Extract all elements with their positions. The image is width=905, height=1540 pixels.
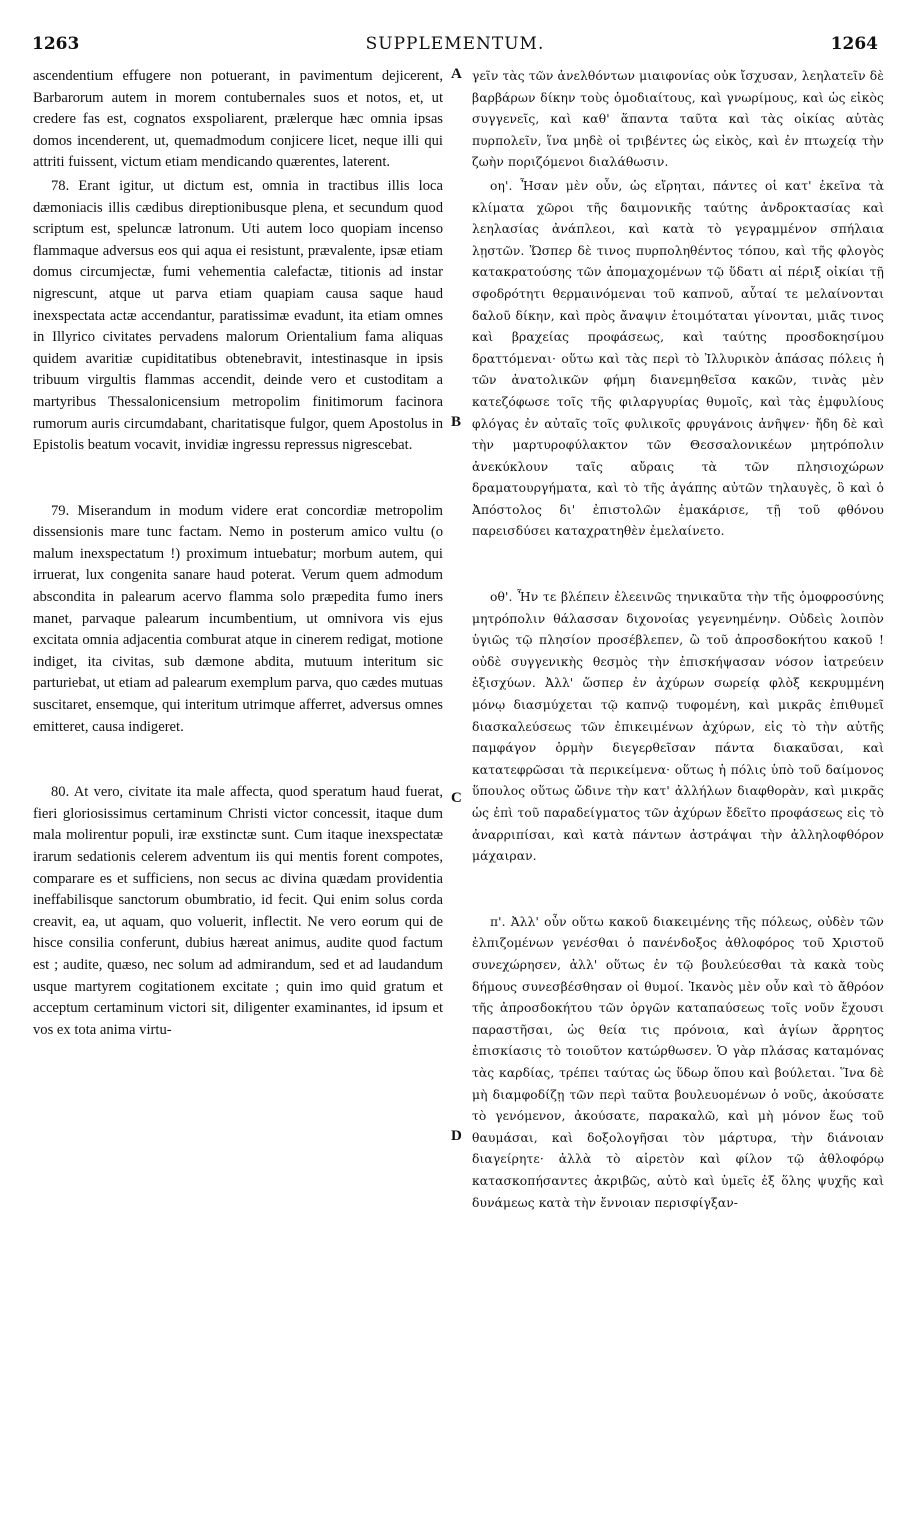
section-marker-d: D <box>451 1128 462 1144</box>
latin-paragraph-continuation: ascendentium effugere non potuerant, in pavimentum dejicerent, Barbarorum autem in morem contubernales suos et notos, et, ut credere fas est, cognatos exspoliarent, prælerque hæc omnia ipsas domos incenderent, ut, quemadmodum conjicere licet, neque illi qui attriti fuissent, victum etiam mendicando quærentes, laterent. <box>33 68 443 171</box>
greek-paragraph-80: π'. Ἀλλ' οὖν οὕτω κακοῦ διακειμένης τῆς πόλεως, οὐδὲν τῶν ἐλπιζομένων γενέσθαι ὁ πανένδοξος ἀθλοφόρος τοῦ Χριστοῦ συνεχώρησεν, ἀλλ' οὕτως ἐν τῷ βουλεύεσθαι τὰ κακὰ τοὺς δήμους συνεσβέσθησαν οἱ θυμοί. Ἱκανὸς μὲν οὖν καὶ τὸ ἄθρόον τῆς ἀπροσδοκήτου τῶν ὀργῶν καταπαύσεως τοῖς νοῦν ἔχουσι παραστῆσαι, ὡς θεία τις πρόνοια, καὶ ἁγίων ἄρρητος ἐπισκίασις τὸ τοιοῦτον κατώρθωσεν. Ὁ γὰρ πλάσας καταμόνας τὰς καρδίας, τρέπει ταύτας ὡς ὕδωρ ὅπου καὶ βούλεται. Ἵνα δὲ μὴ διαμφοδίζῃ τῶν περὶ ταῦτα βουλευομένων ὁ νοῦς, ἀκούσατε τὸ γενόμενον, ἀκούσατε, παρακαλῶ, καὶ μὴ μόνον ἕως τοῦ θαυμάσαι, καὶ δοξολογῆσαι τὸν μάρτυρα, τὴν διάνοιαν διαγείρητε· ἀλλὰ τὸ αἱρετὸν καὶ φίλον τῷ ἀθλοφόρῳ κατασκοπήσαντες ἀκριβῶς, αὐτὸ καὶ ὑμεῖς ἐξ ὅλης ψυχῆς καὶ δυνάμεως κατὰ τὴν ἔννοιαν περισφίγξαν- <box>472 914 884 1210</box>
greek-paragraph-78: οη'. Ἦσαν μὲν οὖν, ὡς εἴρηται, πάντες οἱ κατ' ἐκεῖνα τὰ κλίματα χῶροι τῆς δαιμονικῆς ταύτης ἀνδροκτασίας καὶ λεηλασίας ἀνάπλεοι, καὶ κατὰ τὸ γεγραμμένον σπήλαια λῃστῶν. Ὥσπερ δὲ τινος πυρποληθέντος τόπου, καὶ τῆς φλογὸς κατακρατούσης τῶν ἀπομαχομένων τῷ ὕδατι αἱ πέριξ οἰκίαι τῇ σφοδρότητι θερμαινόμεναι τοῦ καπνοῦ, αὗταί τε μελαίνονται δαλοῦ δίκην, καὶ πρὸς ἄναψιν ἑτοιμόταται γίνονται, μιᾶς τινος καὶ βραχείας προφάσεως, καὶ ταύτης προσδοκησίμου δραττόμεναι· οὕτω καὶ τὰς περὶ τὸ Ἰλλυρικὸν ἁπάσας πόλεις ἡ τῶν ἀνατολικῶν φήμη διανεμηθεῖσα κακῶν, τινὰς μὲν κατεζόφωσε τοῖς τῆς φιλαργυρίας θυμοῖς, καὶ τὰς ἐμφυλίους φλόγας ἐν αὐταῖς τοῖς φυλικοῖς φρυγάνοις ἀνῆψεν· ἤδη δὲ καὶ τὴν μαρτυροφύλακτον τῶν Θεσσαλονικέων μητρόπολιν ἀνεκύκλουν ταῖς αὔραις τὰ τῶν πλησιοχώρων δραματουργήματα, καὶ τὸ τῆς ἀγάπης αὐτῶν τηλαυγὲς, ὃ καὶ ὁ Ἀπόστολος δι' ἐπιστολῶν ἐμακάρισε, τῇ τοῦ φθόνου παρεισδύσει καταχρατηθὲν ἐμελαίνετο. <box>472 178 884 539</box>
greek-paragraph-79: οθ'. Ἦν τε βλέπειν ἐλεεινῶς τηνικαῦτα τὴν τῆς ὁμοφροσύνης μητρόπολιν θάλασσαν διχονοίας γεγενημένην. Οὐδεὶς λοιπὸν ὑγιῶς τῷ πλησίον προσέβλεπεν, ὢ τοῦ ἀπροσδοκήτου κακοῦ ! οὐδὲ συγγενικὴς θεσμὸς τὴν ἐπισκήψασαν νόσον ἰατρεύειν ἐξισχύων. Ἀλλ' ὥσπερ ἐν ἀχύρων σωρείᾳ φλὸξ κεκρυμμένη μόνῳ διασμύχεται τῷ καπνῷ τυφομένη, καὶ μικρᾶς ἐπιθυμεῖ διασκαλεύσεως τῶν ἐπικειμένων ἀχύρων, εἰς τὸ τὴν αὐτῆς παμφάγον ὁρμὴν διεγερθεῖσαν πάντα διακαῦσαι, καὶ κατατεφρῶσαι τὰ περικείμενα· οὕτως ἡ πόλις ὑπὸ τοῦ δαίμονος ὕπουλος οὕτως ὤδινε τὴν κατ' ἀλλήλων διαφθορὰν, καὶ μικρᾶς ὡς ἐπὶ τοῦ παραδείγματος τῶν ἀχύρων ἔδεῖτο προφάσεως εἰς τὸ ἀναρριπίσαι, καὶ κατὰ πάντων ἀστράψαι τὴν ἀλληλοφθόρον μάχαιραν. <box>472 590 884 864</box>
page-header <box>32 34 878 58</box>
section-marker-c: C <box>451 790 462 806</box>
latin-paragraph-79: 79. Miserandum in modum videre erat concordiæ metropolim dissensionis mare tunc factam. Nemo in posterum amico vultu (o malum inexspectatum !) proximum intuebatur; morbum autem, qui irruerat, lux congenita sanare haud poterat. Verum quem admodum abscondita in palearum acervo flamma solo præpedita fumo iners manet, parvaque palearum incumbentium, ut omnivora vis ejus excitata omnia adjacentia comburat atque in cinerem redigat, motione indiget, ita civitas, sub dæmone abdita, mutuum interitum sic parturiebat, ut etiam ad palearum exemplum parva, quo cædes mutuas suscitaret, ensemque, qui interitum utrimque afferret, adversus omnes emitteret, causa indigeret. <box>33 502 443 735</box>
section-marker-a: A <box>451 66 462 82</box>
latin-paragraph-78: 78. Erant igitur, ut dictum est, omnia in tractibus illis loca dæmoniacis illis cædibus direptionibusque plena, et secundum quod scriptum est, speluncæ latronum. Uti autem loco quopiam incenso flammaque adversus eos qui aqua ei resistunt, prævalente, ipsæ etiam domus circumjectæ, fumi vehementia calefactæ, titionis ad instar nigrescunt, atque ut parva etiam quapiam causa saque haud inexspectata actæ accendantur, paratissimæ evadunt, ita etiam omnes in Illyrico civitates pervadens malorum Orientalium fama aliquas quidem avaritiæ cupiditatibus obtenebravit, intestinasque in ipsis tribuum virgultis flammas accendit, deinde vero et custoditam a martyribus Thessalonicensium metropolim finitimorum facinora rumorum auris circumdabant, charitatisque fulgor, quem Apostolus in Epistolis beatum vocavit, invidiæ ingressu repressus nigrescebat. <box>33 177 443 454</box>
latin-paragraph-80: 80. At vero, civitate ita male affecta, quod speratum haud fuerat, fieri gloriosissimus certaminum Christi victor concessit, itaque dum mala molirentur populi, iræ exstinctæ sunt. Cum itaque inexspectatæ irarum sedationis celerem adventum iis qui mentis forent compotes, comparare es et sufficiens, non secus ac divina quædam providentia ineffabilisque sanctorum obumbratio, id fecit. Qui enim solus corda creavit, ea, ut aquam, quo voluerit, inflectit. Ne vero eorum qui de hisce consilia conferunt, dubius hæreat animus, audite quod factum est ; audite, quæso, nec solum ad admirandum, sed et ad laudandum usque martyrem cogitationem excitate ; quin imo quid gratum et acceptum certaminum victori sit, diligenter examinantes, id ipsum et vos ex tota anima virtu- <box>33 784 443 1038</box>
greek-paragraph-continuation: γεῖν τὰς τῶν ἀνελθόντων μιαιφονίας οὐκ ἴσχυσαν, λεηλατεῖν δὲ βαρβάρων δίκην τοὺς ὁμοδιαίτους, καὶ γνωρίμους, καὶ ὡς εἰκὸς συγγενεῖς, καὶ καθ' ἅπαντα ταῦτα καὶ τὰς οἰκίας αὐτὰς πυρπολεῖν, ἵνα μηδὲ οἱ τριβέντες ὡς εἰκὸς, καὶ ἐν πτωχείᾳ τὴν ζωὴν ποριζόμενοι διαλάθωσιν. <box>472 69 884 170</box>
left-page-number: 1263 <box>32 34 80 54</box>
section-marker-b: B <box>451 414 462 430</box>
greek-column <box>472 66 884 1214</box>
latin-column <box>33 66 443 1041</box>
right-page-number: 1264 <box>830 34 878 54</box>
running-title: SUPPLEMENTUM. <box>365 34 545 54</box>
